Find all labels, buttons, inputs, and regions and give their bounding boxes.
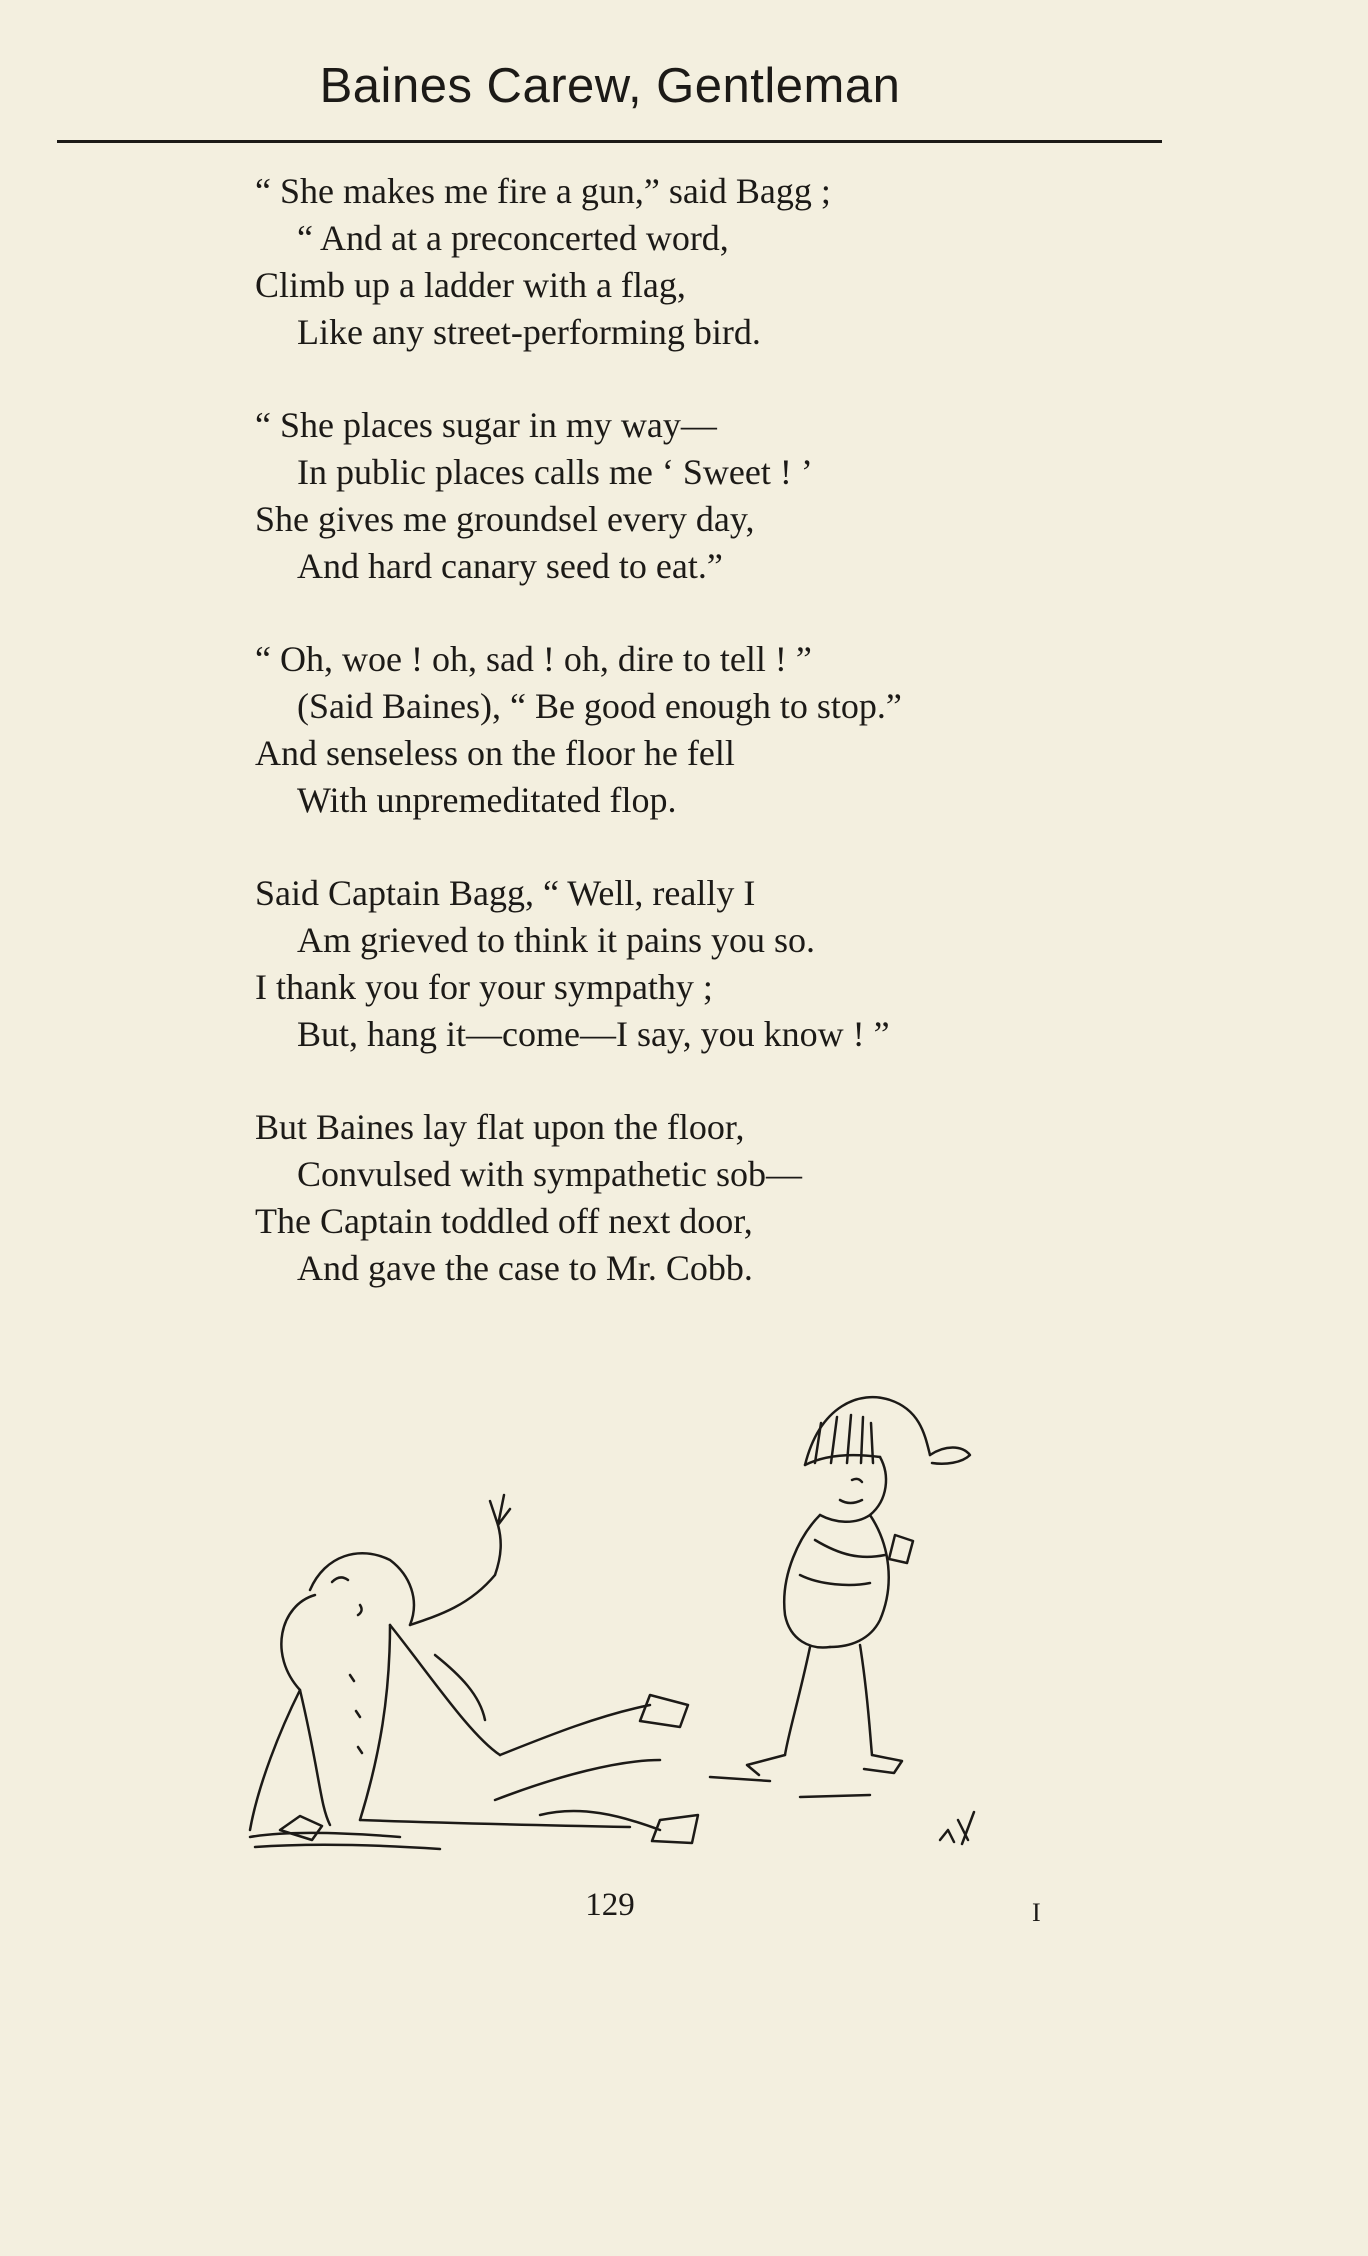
verse-line: The Captain toddled off next door,: [255, 1201, 753, 1241]
verse-line: In public places calls me ‘ Sweet ! ’: [297, 452, 813, 492]
verse-line: “ She makes me fire a gun,” said Bagg ;: [255, 171, 831, 211]
stanza: [255, 870, 1155, 1058]
stanza: [255, 402, 1155, 590]
verse-line: “ Oh, woe ! oh, sad ! oh, dire to tell ! ”: [255, 639, 812, 679]
verse-line: With unpremeditated flop.: [297, 780, 677, 820]
artist-signature-text: Bab: [946, 1852, 969, 1867]
verse-line: She gives me groundsel every day,: [255, 499, 755, 539]
standing-figure: [710, 1397, 970, 1797]
verse-line: And hard canary seed to eat.”: [297, 546, 723, 586]
verse-line: And senseless on the floor he fell: [255, 733, 735, 773]
verse-line: Convulsed with sympathetic sob—: [297, 1154, 802, 1194]
artist-signature: [940, 1812, 974, 1844]
header-rule: [57, 140, 1162, 143]
fallen-figure: [250, 1495, 698, 1849]
stanza: [255, 168, 1155, 356]
illustration: [240, 1375, 1020, 1880]
page-number: 129: [585, 1887, 635, 1923]
stanza: [255, 636, 1155, 824]
stanza: [255, 1104, 1155, 1292]
verse-line: Like any street-performing bird.: [297, 312, 761, 352]
verse-line: Am grieved to think it pains you so.: [297, 920, 815, 960]
verse-line: Said Captain Bagg, “ Well, really I: [255, 873, 756, 913]
verse-line: “ And at a preconcerted word,: [297, 218, 729, 258]
running-head: Baines Carew, Gentleman: [319, 59, 901, 113]
verse-line: And gave the case to Mr. Cobb.: [297, 1248, 753, 1288]
verse-line: (Said Baines), “ Be good enough to stop.”: [297, 686, 902, 726]
poem: [255, 168, 1155, 1338]
signature-mark: I: [1032, 1898, 1041, 1927]
verse-line: But Baines lay flat upon the floor,: [255, 1107, 745, 1147]
verse-line: Climb up a ladder with a flag,: [255, 265, 686, 305]
verse-line: “ She places sugar in my way—: [255, 405, 717, 445]
verse-line: But, hang it—come—I say, you know ! ”: [297, 1014, 890, 1054]
verse-line: I thank you for your sympathy ;: [255, 967, 713, 1007]
